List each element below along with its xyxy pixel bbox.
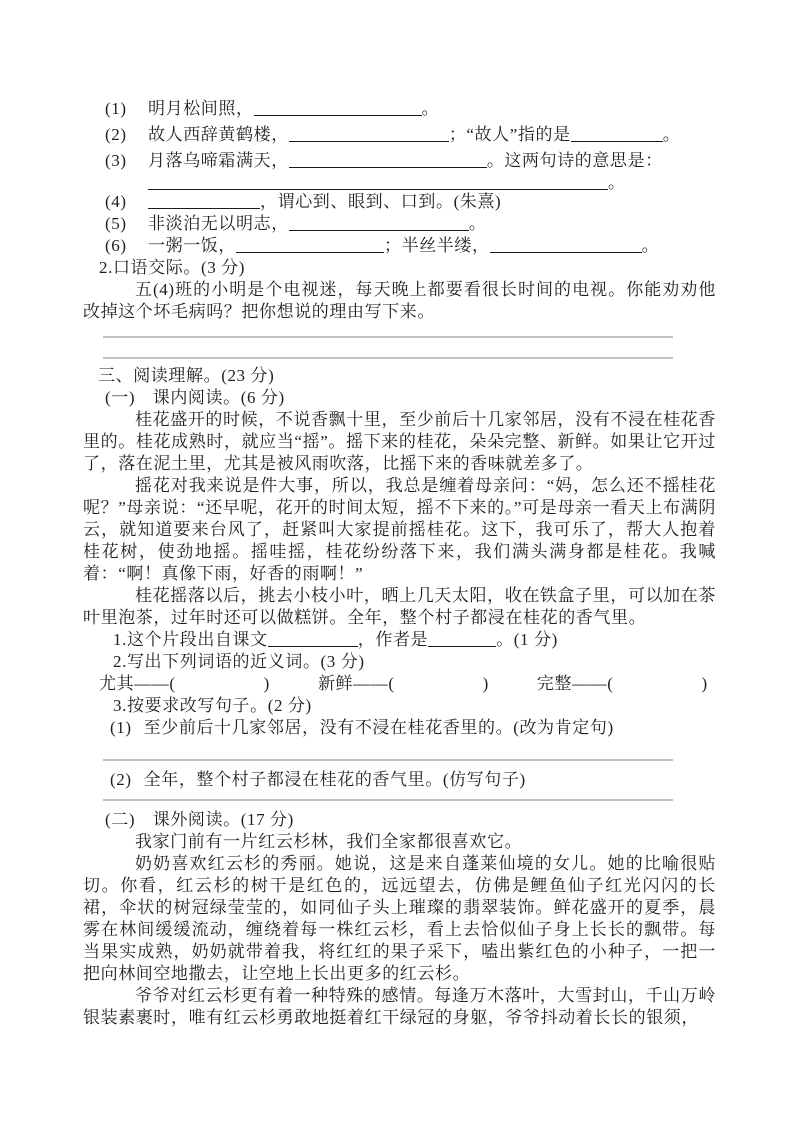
synonym-item (537, 674, 708, 693)
item-text: ；半丝半缕， (384, 236, 490, 255)
answer-line (103, 323, 673, 338)
passage1-paragraph-1: 桂花盛开的时候，不说香飘十里，至少前后十几家邻居，没有不浸在桂花香里的。桂花成熟时，就应当“摇”。摇下来的桂花，朵朵完整、新鲜。如果让它开过了，落在泥土里，尤其是被风雨吹落，比摇下来的香味就差多了。 (83, 410, 716, 473)
item-text: 。 (608, 173, 626, 192)
answer-blank (268, 633, 358, 647)
passage1-paragraph-2: 摇花对我来说是件大事，所以，我总是缠着母亲问：“妈，怎么还不摇桂花呢？”母亲说：“还早呢，花开的时间太短，摇不下来的。”可是母亲一看天上布满阴云，就知道要来台风了，赶紧叫大家提前摇桂花。这下，我可乐了，帮大人抱着桂花树，使劲地摇。摇哇摇，桂花纷纷落下来，我们满头满身都是桂花。我喊着：“啊！真像下雨，好香的雨啊！” (83, 476, 716, 583)
fill-blank-line-4 (105, 191, 716, 213)
synonym-item (318, 674, 489, 693)
passage1-paragraph-3: 桂花摇落以后，挑去小枝小叶，晒上几天太阳，收在铁盒子里，可以加在茶叶里泡茶，过年时还可以做糕饼。全年，整个村子都浸在桂花的香气里。 (83, 586, 716, 627)
question-3: 3.按要求改写句子。(2 分) (113, 696, 312, 715)
item-label: (1) (105, 99, 127, 118)
item-label: (2) (110, 770, 132, 789)
part1-title: (一) 课内阅读。(6 分) (105, 388, 285, 407)
item-text: 非淡泊无以明志， (148, 214, 289, 233)
item-text: 。 (662, 125, 681, 144)
item-label: (6) (105, 236, 127, 255)
question-text: ，作者是 (357, 630, 429, 649)
fill-blank-line-5 (105, 213, 716, 235)
fill-blank-line-3-continuation (105, 174, 716, 191)
answer-line (103, 739, 673, 761)
question-2: 2.写出下列词语的近义词。(3 分) (113, 652, 365, 671)
fill-blank-line-2 (105, 122, 716, 148)
oral-question-text: 五(4)班的小明是个电视迷，每天晚上都要看很长时间的电视。你能劝劝他改掉这个坏毛病吗？把你想说的理由写下来。 (83, 280, 716, 321)
item-text: 一粥一饭， (148, 236, 236, 255)
answer-line (103, 338, 673, 359)
answer-blank (289, 128, 449, 142)
answer-blank (289, 154, 487, 168)
fill-blank-line-6 (105, 235, 716, 257)
synonym-word: 新鲜—— (317, 674, 389, 693)
synonym-word: 尤其—— (99, 674, 170, 693)
answer-line (103, 791, 673, 801)
fill-blank-line-3 (105, 148, 716, 174)
item-text: ；“故人”指的是 (448, 125, 571, 144)
answer-blank (236, 239, 384, 253)
passage2-paragraph-2: 奶奶喜欢红云杉的秀丽。她说，这是来自蓬莱仙境的女儿。她的比喻很贴切。你看，红云杉的树干是红色的，远远望去，仿佛是鲤鱼仙子红光闪闪的长裙，伞状的树冠绿莹莹的，如同仙子头上璀璨的翡翠装饰。鲜花盛开的夏季，晨雾在林间缓缓流动，缠绕着每一株红云杉，看上去恰似仙子身上长长的飘带。每当果实成熟，奶奶就带着我，将红红的果子采下，嗑出紫红色的小种子，一把一把向林间空地撒去，让空地上长出更多的红云杉。 (83, 854, 716, 983)
item-text: 故人西辞黄鹤楼， (148, 125, 289, 144)
item-label: (5) (105, 214, 127, 233)
item-text: 月落乌啼霜满天， (148, 151, 289, 170)
paren-open: ( (607, 674, 614, 693)
passage2-paragraph-3: 爷爷对红云杉更有着一种特殊的感情。每逢万木落叶，大雪封山，千山万岭银装素裹时，唯有红云杉勇敢地挺着红干绿冠的身躯，爷爷抖动着长长的银须， (83, 986, 716, 1027)
recitation-section (83, 96, 716, 257)
paren-open: ( (388, 674, 395, 693)
question-text: 全年，整个村子都浸在桂花的香气里。(仿写句子) (143, 770, 526, 789)
item-label: (2) (105, 125, 127, 144)
paren-close: ) (701, 674, 708, 693)
item-text: 明月松间照， (148, 99, 254, 118)
synonym-item (99, 674, 270, 693)
answer-blank (571, 128, 663, 142)
answer-blank (289, 217, 469, 231)
synonym-word: 完整—— (536, 674, 608, 693)
fill-blank-line-1 (105, 96, 716, 122)
answer-blank (254, 102, 422, 116)
answer-blank (490, 239, 642, 253)
item-text: 。 (421, 99, 440, 118)
item-text: 。 (468, 214, 487, 233)
question-text: 1.这个片段出自课文 (113, 630, 268, 649)
paren-close: ) (263, 674, 270, 693)
answer-blank (148, 176, 608, 190)
passage2-paragraph-1: 我家门前有一片红云杉林，我们全家都很喜欢它。 (135, 832, 523, 851)
question-text: 至少前后十几家邻居，没有不浸在桂花香里的。(改为肯定句) (143, 718, 614, 737)
reading-section-title: 三、阅读理解。(23 分) (98, 366, 275, 385)
item-label: (4) (105, 192, 127, 211)
question-3-2 (110, 769, 716, 791)
question-text: 。(1 分) (496, 630, 558, 649)
item-text: 。 (641, 236, 660, 255)
question-3-1 (110, 717, 716, 739)
part2-title: (二) 课外阅读。(17 分) (105, 810, 294, 829)
item-label: (1) (110, 718, 132, 737)
question-1 (113, 629, 716, 651)
answer-blank (428, 633, 496, 647)
item-label: (3) (105, 151, 127, 170)
item-text: 。这两句诗的意思是： (486, 151, 663, 170)
oral-section-title: 2.口语交际。(3 分) (99, 258, 246, 277)
item-text: ，谓心到、眼到、口到。(朱熹) (260, 192, 502, 211)
answer-blank (148, 195, 260, 209)
synonyms-line (99, 673, 716, 695)
paren-close: ) (482, 674, 489, 693)
paren-open: ( (169, 674, 176, 693)
